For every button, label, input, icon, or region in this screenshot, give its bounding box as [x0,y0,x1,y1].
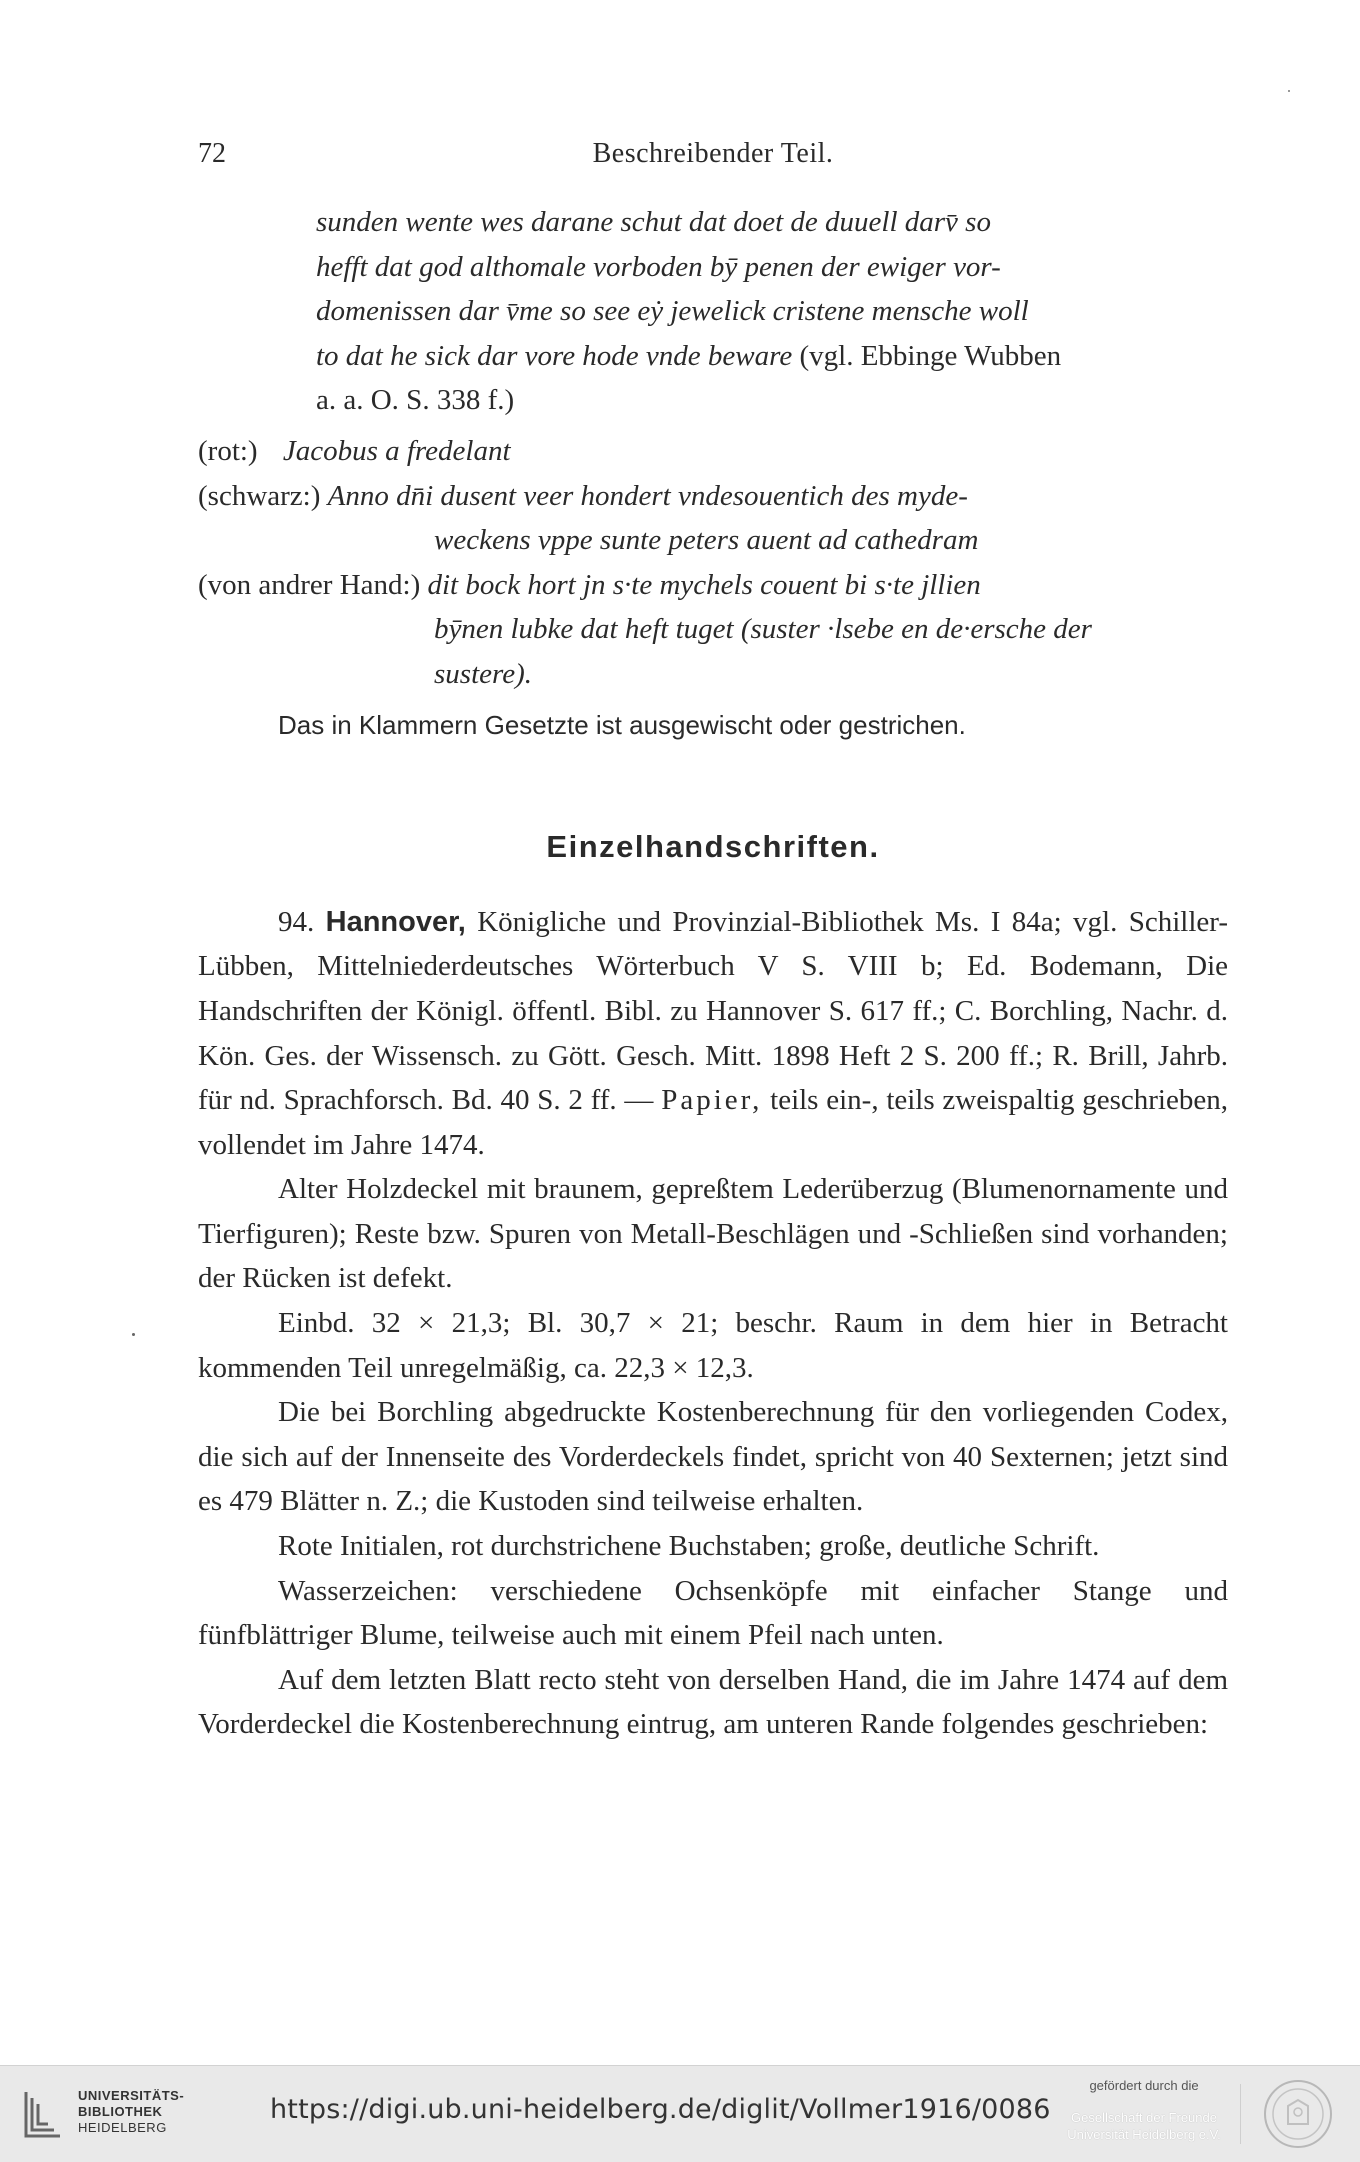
entry-andrer-hand [198,563,1228,697]
quote-citation-end: a. a. O. S. 338 f.) [316,384,515,417]
scan-speck [1288,90,1290,92]
paragraph-last-leaf: Auf dem letzten Blatt recto steht von derselben Hand, die im Jahre 1474 auf dem Vorderdeckel die Kostenberechnung eintrug, am unteren Rande folgendes geschrieben: [198,1663,1228,1741]
library-logo-icon [18,2086,68,2142]
paragraph-manuscript-94: 94. Hannover, Königliche und Provinzial-Bibliothek Ms. I 84a; vgl. Schiller-Lübben, Mittelniederdeutsches Wörterbuch V S. VIII b; Ed. Bodemann, Die Handschriften der Königl. öffentl. Bibl. zu Hannover S. 617 ff.; C. Borchling, Nachr. d. Kön. Ges. der Wissensch. zu Gött. Gesch. Mitt. 1898 Heft 2 S. 200 ff.; R. Brill, Jahrb. für nd. Sprachforsch. Bd. 40 S. 2 ff. — Papier, teils ein-, teils zweispaltig geschrieben, vollendet im Jahre 1474. [198,905,1228,1161]
paragraph-script: Rote Initialen, rot durchstrichene Buchstaben; große, deutliche Schrift. [278,1530,1100,1563]
paragraph-quires: Die bei Borchling abgedruckte Kostenberechnung für den vorliegenden Codex, die sich auf der Innenseite des Vorderdeckels findet, spricht von 40 Sexternen; jetzt sind es 479 Blätter n. Z.; die Kustoden sind teilweise erhalten. [198,1396,1228,1518]
place-name: Hannover, [325,905,466,938]
entry-text: Anno dn̄i dusent veer hondert vndesouentich des myde- [327,479,968,512]
entry-rot [198,429,1228,474]
digitization-footer [0,2065,1360,2162]
entry-schwarz [198,474,1228,563]
entry-text: dit bock hort jn s·te mychels couent bi s·te jllien [427,568,981,601]
entry-text: Jacobus a fredelant [282,434,511,467]
quote-line: domenissen dar v̄me so see eẏ jewelick cristene mensche woll [316,295,1029,328]
entry-label: (rot:) [198,434,258,467]
body-text [198,200,1228,1747]
entry-text: sustere). [434,657,532,690]
running-title: Beschreibender Teil. [592,138,834,169]
quote-line: hefft dat god althomale vorboden bȳ penen der ewiger vor- [316,250,1001,283]
quoted-passage [198,200,1228,423]
page-number: 72 [198,138,226,169]
section-heading: Einzelhandschriften. [546,829,880,865]
sponsor [1046,2078,1242,2143]
paragraph-dimensions: Einbd. 32 × 21,3; Bl. 30,7 × 21; beschr. Raum in dem hier in Betracht kommenden Teil unregelmäßig, ca. 22,3 × 12,3. [198,1307,1228,1384]
entry-text: weckens vppe sunte peters auent ad cathedram [434,524,979,557]
library-name: UNIVERSITÄTS- BIBLIOTHEK HEIDELBERG [78,2088,185,2135]
footer-divider [1240,2084,1241,2144]
university-seal-icon [1262,2078,1334,2150]
paragraph-watermarks: Wasserzeichen: verschiedene Ochsenköpfe mit einfacher Stange und fünfblättriger Blume, teilweise auch mit einem Pfeil nach unten. [198,1574,1228,1652]
quote-citation: (vgl. Ebbinge Wubben [792,339,1062,372]
permalink[interactable]: https://digi.ub.uni-heidelberg.de/diglit/Vollmer1916/0086 [270,2094,1051,2125]
paragraph-binding: Alter Holzdeckel mit braunem, gepreßtem Lederüberzug (Blumenornamente und Tierfiguren); Reste bzw. Spuren von Metall-Beschlägen und -Schließen sind vorhanden; der Rücken ist defekt. [198,1173,1228,1295]
quote-line: sunden wente wes darane schut dat doet de duuell darv̄ so [316,206,991,238]
entry-number: 94. [278,905,326,938]
sponsor-name: Gesellschaft der Freunde Universität Heidelberg e.V. [1067,2110,1221,2142]
sponsor-label: gefördert durch die [1089,2078,1199,2093]
entry-text: bȳnen lubke dat heft tuget (suster ·lsebe en de·ersche der [434,613,1092,646]
editorial-note: Das in Klammern Gesetzte ist ausgewischt oder gestrichen. [278,709,966,740]
running-head [198,138,1228,178]
quote-line: to dat he sick dar vore hode vnde beware (vgl. Ebbinge Wubben [316,339,1062,372]
material: Papier, [661,1084,763,1117]
entry-label: (schwarz:) [198,479,321,512]
margin-dot [132,1333,135,1336]
entry-label: (von andrer Hand:) [198,568,421,601]
